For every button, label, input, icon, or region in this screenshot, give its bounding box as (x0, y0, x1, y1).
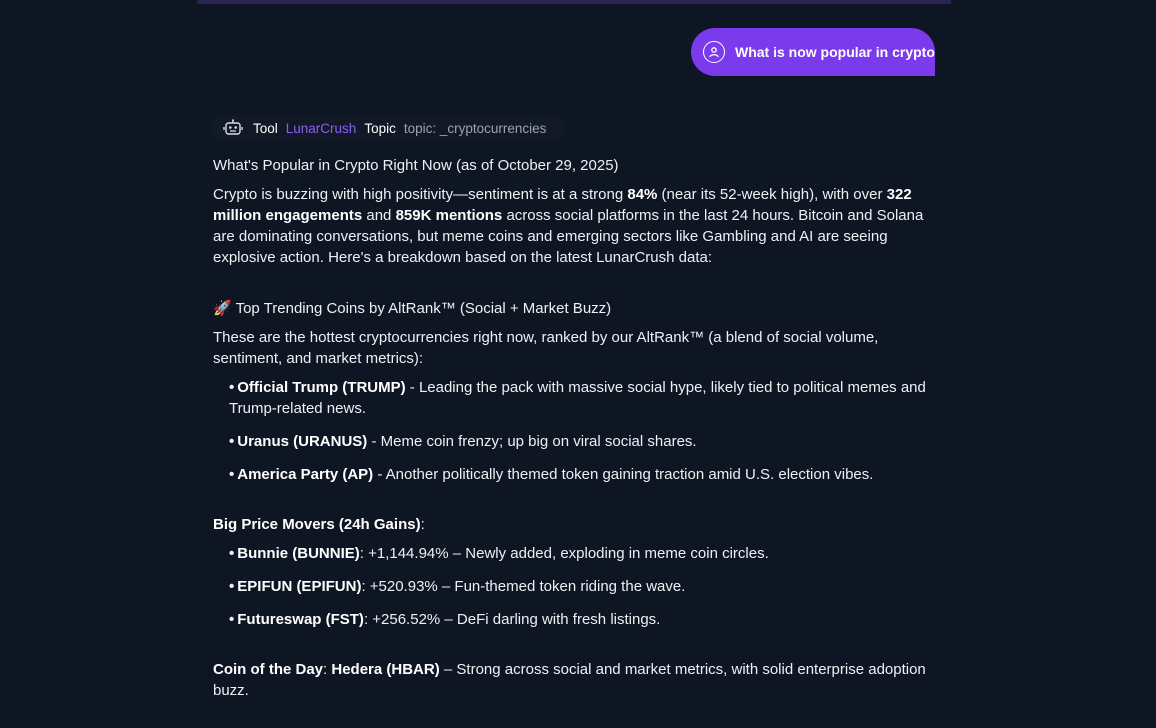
coin-name: Bunnie (BUNNIE) (237, 545, 360, 562)
response-title: What's Popular in Crypto Right Now (as of October 29, 2025) (213, 157, 619, 174)
movers-heading-text: Big Price Movers (24h Gains) (213, 516, 421, 533)
coin-name: Futureswap (FST) (237, 611, 364, 628)
coin-desc: : +256.52% – DeFi darling with fresh listings. (363, 611, 661, 628)
user-circle-icon (703, 41, 725, 63)
list-item: • EPIFUN (EPIFUN): +520.93% – Fun-themed token riding the wave. (229, 578, 686, 595)
assistant-response (213, 155, 935, 701)
tool-call-row (213, 114, 563, 142)
coin-of-the-day (213, 659, 935, 701)
sentiment-value: 84% (627, 186, 658, 203)
intro-text-2: (near its 52-week high), with over (657, 186, 887, 203)
intro-text-3: and (362, 207, 396, 224)
movers-heading (213, 514, 935, 535)
tool-label: Tool (253, 120, 278, 136)
robot-icon (223, 119, 243, 137)
coin-name: America Party (AP) (237, 466, 374, 483)
movers-heading-suffix: : (420, 516, 425, 533)
engagements-value: 322 million engagements (213, 186, 912, 224)
coin-of-day-name: Hedera (HBAR) (331, 661, 440, 678)
topic-value: topic: _cryptocurrencies (403, 120, 547, 136)
tool-name: LunarCrush (285, 120, 357, 136)
coin-desc: : +1,144.94% – Newly added, exploding in meme coin circles. (359, 545, 769, 562)
list-item: • Bunnie (BUNNIE): +1,144.94% – Newly added, exploding in meme coin circles. (229, 545, 769, 562)
coin-desc: - Another politically themed token gaining traction amid U.S. election vibes. (373, 466, 874, 483)
response-intro (213, 184, 935, 268)
coin-of-day-desc: – Strong across social and market metrics, with solid enterprise adoption buzz. (213, 661, 926, 699)
trending-list (213, 377, 935, 485)
user-message-bubble (691, 28, 935, 76)
top-bar (197, 0, 951, 4)
list-item: • Official Trump (TRUMP) - Leading the pack with massive social hype, likely tied to political memes and Trump-related news. (229, 379, 926, 417)
intro-text-4: across social platforms in the last 24 hours. Bitcoin and Solana are dominating conversations, but meme coins and emerging sectors like Gambling and AI are seeing explosive action. Here's a breakdown based on the latest LunarCrush data: (213, 207, 924, 266)
user-message-text: What is now popular in crypto (735, 44, 935, 60)
coin-desc: - Meme coin frenzy; up big on viral social shares. (367, 433, 697, 450)
coin-of-day-sep: : (323, 661, 332, 678)
coin-desc: - Leading the pack with massive social hype, likely tied to political memes and Trump-related news. (229, 379, 926, 417)
coin-of-day-label: Coin of the Day (213, 661, 324, 678)
trending-intro: These are the hottest cryptocurrencies right now, ranked by our AltRank™ (a blend of social volume, sentiment, and market metrics): (213, 329, 879, 367)
intro-text-1: Crypto is buzzing with high positivity—sentiment is at a strong (213, 186, 628, 203)
list-item: • Futureswap (FST): +256.52% – DeFi darling with fresh listings. (229, 611, 661, 628)
topic-label: Topic (364, 120, 396, 136)
coin-name: EPIFUN (EPIFUN) (237, 578, 362, 595)
coin-name: Uranus (URANUS) (237, 433, 368, 450)
mentions-value: 859K mentions (395, 207, 503, 224)
coin-name: Official Trump (TRUMP) (237, 379, 406, 396)
coin-desc: : +520.93% – Fun-themed token riding the wave. (361, 578, 686, 595)
movers-list (213, 543, 935, 630)
list-item: • America Party (AP) - Another politically themed token gaining traction amid U.S. election vibes. (229, 466, 874, 483)
trending-heading: 🚀 Top Trending Coins by AltRank™ (Social + Market Buzz) (213, 300, 612, 317)
list-item: • Uranus (URANUS) - Meme coin frenzy; up big on viral social shares. (229, 433, 697, 450)
